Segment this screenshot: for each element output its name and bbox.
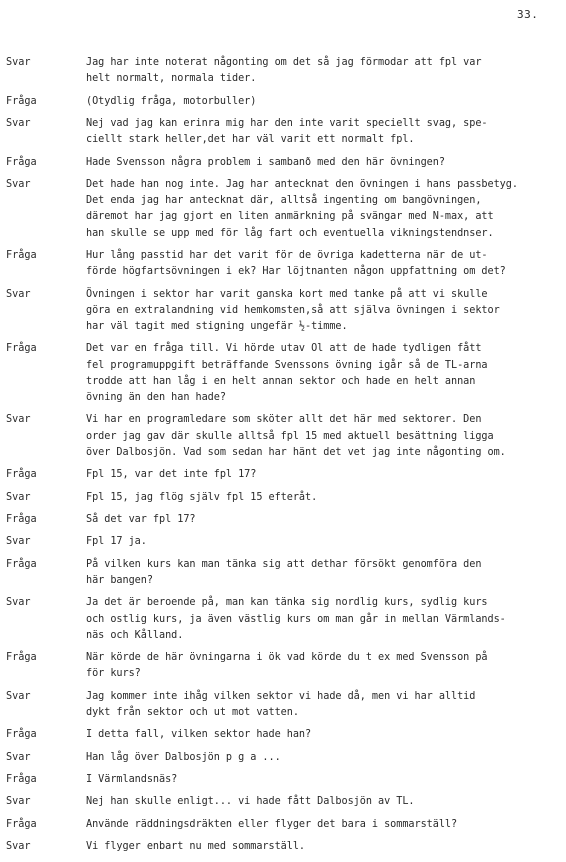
transcript-entry: [0, 750, 566, 766]
speaker-label: Svar: [6, 178, 31, 190]
transcript-entry: [0, 727, 566, 743]
entry-text: Jag har inte noterat någonting om det så jag förmodar att fpl var helt normalt, normala tider.: [86, 57, 482, 85]
speaker-label: Fråga: [6, 774, 37, 786]
speaker-label: Svar: [6, 414, 31, 426]
entry-text: Vi flyger enbart nu med sommarställ.: [86, 841, 306, 853]
transcript-entry: [0, 116, 566, 148]
speaker-label: Fråga: [6, 249, 37, 261]
transcript-entry: [0, 490, 566, 506]
interview-transcript: [0, 55, 566, 862]
speaker-label: Svar: [6, 597, 31, 609]
speaker-label: Fråga: [6, 343, 37, 355]
speaker-label: Svar: [6, 536, 31, 548]
entry-text: Han låg över Dalbosjön p g a ...: [86, 751, 281, 763]
entry-text: Det hade han nog inte. Jag har antecknat den övningen i hans passbetyg. Det enda jag har antecknat där, alltså ingenting om bangövningen, däremot har jag gjort en liten anmärkning på svängar med N-max, att han skulle se upp med för låg fart och eventuella vikningstendnser.: [86, 178, 518, 239]
entry-text: Nej han skulle enligt... vi hade fått Dalbosjön av TL.: [86, 796, 415, 808]
speaker-label: Fråga: [6, 156, 37, 168]
transcript-entry: [0, 557, 566, 589]
speaker-label: Fråga: [6, 652, 37, 664]
transcript-entry: [0, 512, 566, 528]
transcript-entry: [0, 689, 566, 721]
entry-text: Hur lång passtid har det varit för de övriga kadetterna när de ut- förde högfartsövningen i ek? Har löjtnanten någon uppfattning om det?: [86, 249, 506, 278]
entry-text: Jag kommer inte ihåg vilken sektor vi hade då, men vi har alltid dykt från sektor och ut mot vatten.: [86, 690, 476, 718]
speaker-label: Fråga: [6, 95, 37, 107]
entry-text: Så det var fpl 17?: [86, 513, 196, 525]
entry-text: Fpl 15, jag flög själv fpl 15 efteråt.: [86, 491, 318, 503]
entry-text: Vi har en programledare som sköter allt det här med sektorer. Den order jag gav där skulle alltså fpl 15 med aktuell besättning ligga över Dalbosjön. Vad som sedan har hänt det vet jag inte någonting om.: [86, 414, 506, 458]
speaker-label: Fråga: [6, 469, 37, 481]
speaker-label: Svar: [6, 117, 31, 129]
entry-text: Nej vad jag kan erinra mig har den inte varit speciellt svag, spe- ciellt stark heller,det har väl varit ett normalt fpl.: [86, 117, 488, 146]
entry-text: Hade Svensson några problem i sambanð med den här övningen?: [86, 156, 445, 168]
entry-text: Fpl 15, var det inte fpl 17?: [86, 469, 257, 481]
speaker-label: Svar: [6, 796, 31, 808]
transcript-entry: [0, 839, 566, 855]
speaker-label: Fråga: [6, 818, 37, 830]
entry-text: Använde räddningsdräkten eller flyger det bara i sommarställ?: [86, 818, 458, 830]
entry-text: I detta fall, vilken sektor hade han?: [86, 729, 312, 741]
speaker-label: Svar: [6, 57, 31, 68]
transcript-entry: [0, 467, 566, 483]
speaker-label: Fråga: [6, 729, 37, 741]
transcript-entry: [0, 94, 566, 110]
transcript-entry: [0, 287, 566, 336]
entry-text: (Otydlig fråga, motorbuller): [86, 95, 257, 107]
entry-text: När körde de här övningarna i ök vad körde du t ex med Svensson på för kurs?: [86, 652, 488, 680]
speaker-label: Fråga: [6, 513, 37, 525]
entry-text: Det var en fråga till. Vi hörde utav Ol att de hade tydligen fått fel programuppgift beträffande Svenssons övning igår så de TL-arna trodde att han låg i en helt annan sektor och hade en helt annan övning än den han hade?: [86, 343, 488, 403]
transcript-entry: [0, 177, 566, 242]
entry-text: Ja det är beroende på, man kan tänka sig nordlig kurs, sydlig kurs och ostlig kurs, ja även västlig kurs om man går in mellan Värmlands- näs och Kålland.: [86, 597, 506, 641]
transcript-entry: [0, 794, 566, 810]
speaker-label: Svar: [6, 690, 31, 702]
transcript-entry: [0, 534, 566, 550]
entry-text: Övningen i sektor har varit ganska kort med tanke på att vi skulle göra en extralandning vid hemkomsten,så att själva övningen i sektor har väl tagit med stigning ungefär ½-timme.: [86, 288, 500, 332]
speaker-label: Fråga: [6, 558, 37, 570]
speaker-label: Svar: [6, 491, 31, 503]
transcript-entry: [0, 412, 566, 461]
transcript-entry: [0, 55, 566, 87]
speaker-label: Svar: [6, 751, 31, 763]
transcript-entry: [0, 595, 566, 644]
speaker-label: Svar: [6, 288, 31, 300]
entry-text: Fpl 17 ja.: [86, 536, 147, 548]
transcript-entry: [0, 772, 566, 788]
entry-text: I Värmlandsnäs?: [86, 774, 178, 786]
transcript-entry: [0, 650, 566, 682]
page-number: 33.: [517, 8, 539, 21]
transcript-entry: [0, 248, 566, 280]
transcript-entry: [0, 155, 566, 171]
transcript-entry: [0, 341, 566, 406]
transcript-entry: [0, 817, 566, 833]
entry-text: På vilken kurs kan man tänka sig att dethar försökt genomföra den här bangen?: [86, 558, 482, 586]
speaker-label: Svar: [6, 841, 31, 853]
